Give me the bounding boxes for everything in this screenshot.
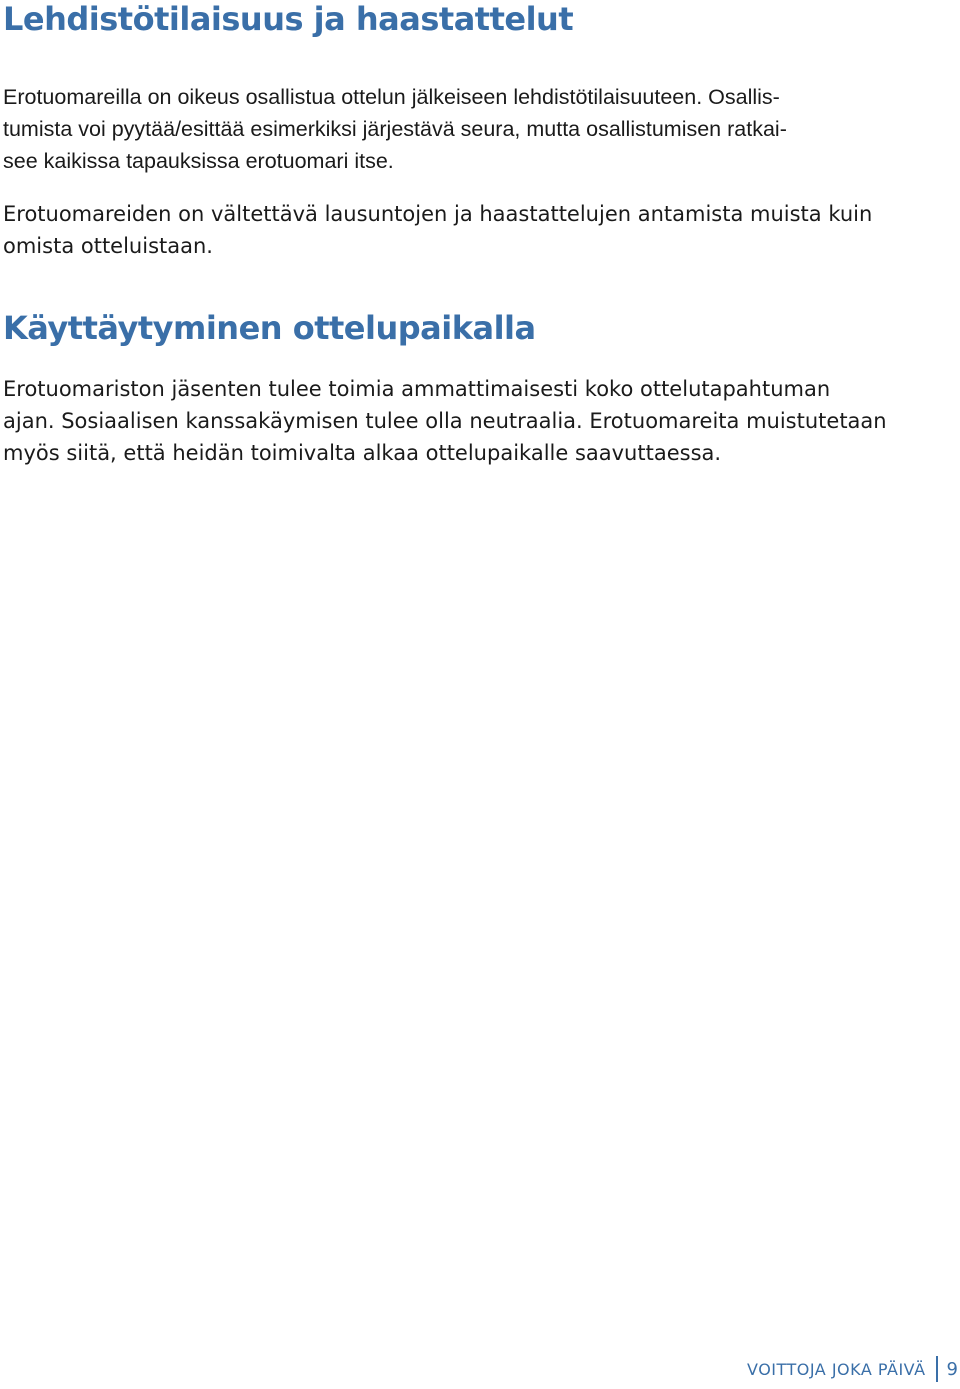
paragraph-interviews [3, 198, 903, 262]
section-heading-press: Lehdistötilaisuus ja haastattelut [3, 0, 574, 38]
paragraph-line: Erotuomareiden on vältettävä lausuntojen ja haastattelujen antamista muista kuin [3, 202, 873, 226]
page-number: 9 [946, 1358, 958, 1380]
paragraph-line: Erotuomareilla on oikeus osallistua ottelun jälkeiseen lehdistötilaisuuteen. Osallis- [3, 85, 780, 109]
paragraph-conduct [3, 373, 903, 469]
section-heading-conduct: Käyttäytyminen ottelupaikalla [3, 309, 536, 347]
paragraph-line: Erotuomariston jäsenten tulee toimia ammattimaisesti koko ottelutapahtuman [3, 377, 831, 401]
footer-title: VOITTOJA JOKA PÄIVÄ [747, 1359, 926, 1379]
paragraph-line: tumista voi pyytää/esittää esimerkiksi järjestävä seura, mutta osallistumisen ratkai- [3, 117, 787, 141]
paragraph-line: omista otteluistaan. [3, 234, 213, 258]
paragraph-line: see kaikissa tapauksissa erotuomari itse. [3, 149, 394, 173]
paragraph-press-participation [3, 81, 903, 177]
paragraph-line: myös siitä, että heidän toimivalta alkaa ottelupaikalle saavuttaessa. [3, 441, 722, 465]
footer-divider [936, 1356, 938, 1382]
page-footer [747, 1354, 960, 1384]
paragraph-line: ajan. Sosiaalisen kanssakäymisen tulee olla neutraalia. Erotuomareita muistutetaan [3, 409, 887, 433]
